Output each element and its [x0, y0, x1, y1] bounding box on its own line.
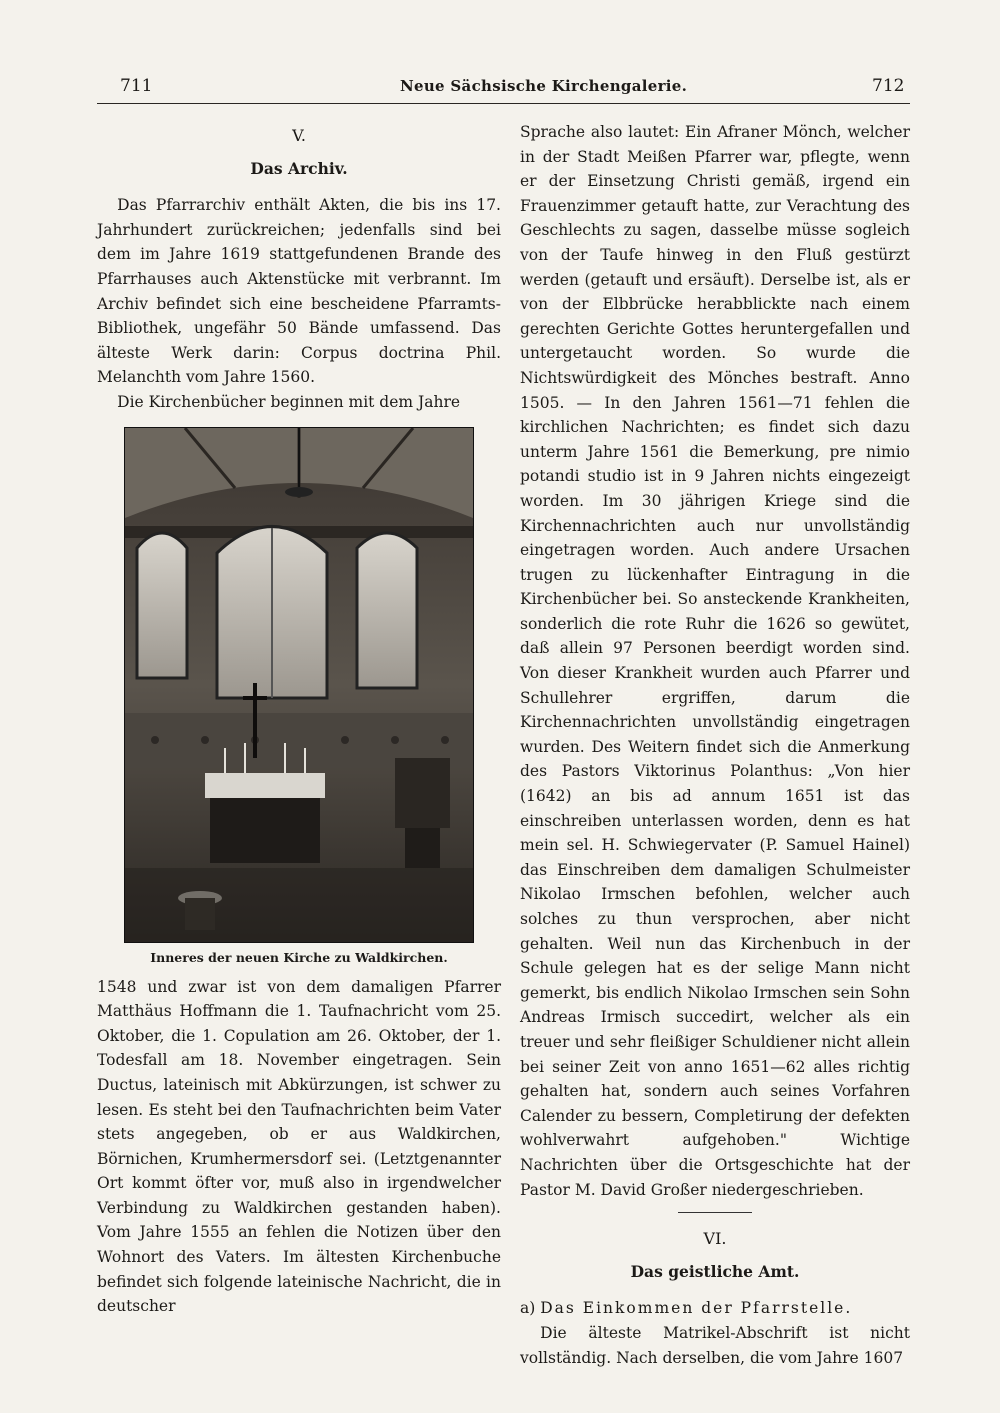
- paragraph-matrikel: Die älteste Matrikel-Abschrift ist nicht vollständig. Nach derselben, die vom Jahre 1607: [520, 1323, 910, 1367]
- paragraph-archiv: Das Pfarrarchiv enthält Akten, die bis ins 17. Jahrhundert zurückreichen; jedenfalls sind bei dem im Jahre 1619 stattgefundenen Brande des Pfarrhauses auch Aktenstücke mit verbrannt. Im Archiv befindet sich eine bescheidene Pfarramts-Bibliothek, ungefähr 50 Bände umfassend. Das älteste Werk darin: Corpus doctrina Phil. Melanchth vom Jahre 1560.: [97, 196, 501, 387]
- header-rule: [97, 103, 910, 104]
- section-number-vi: VI.: [703, 1229, 727, 1249]
- left-column: [97, 120, 501, 1319]
- subsection-title: Das Einkommen der Pfarrstelle.: [540, 1299, 853, 1318]
- section-number-v: V.: [292, 126, 306, 145]
- figure-caption: Inneres der neuen Kirche zu Waldkirchen.: [150, 949, 448, 965]
- subsection-label: a): [520, 1299, 536, 1318]
- page-number-right: 712: [872, 76, 905, 96]
- running-title: Neue Sächsische Kirchengalerie.: [400, 77, 688, 95]
- paragraph-nachricht: Sprache also lautet: Ein Afraner Mönch, welcher in der Stadt Meißen Pfarrer war, pflegte, wenn er der Einsetzung Christi gemäß, irgend ein Frauenzimmer getauft hatte, zur Verachtung des Geschlechts zu sagen, dasselbe müsse sogleich von der Taufe hinweg in den Fluß gestürzt werden (getauft und ersäuft). Derselbe ist, als er von der Elbbrücke herabblickte nach einem gerechten Gerichte Gottes heruntergefallen und untergetaucht worden. So wurde die Nichtswürdigkeit des Mönches bestraft. Anno 1505. — In den Jahren 1561—71 fehlen die kirchlichen Nachrichten; es findet sich dazu unterm Jahre 1561 die Bemerkung, pre nimio potandi studio ist in 9 Jahren nichts eingezeigt worden. Im 30 jährigen Kriege sind die Kirchennachrichten auch nur unvollständig eingetragen worden. Auch andere Ursachen trugen zu lückenhafter Eintragung in die Kirchenbücher bei. So ansteckende Krankheiten, sonderlich die rote Ruhr die 1626 so gewütet, daß allein 97 Personen beerdigt worden sind. Von dieser Krankheit wurden auch Pfarrer und Schullehrer ergriffen, darum die Kirchennachrichten unvollständig eingetragen wurden. Des Weitern findet sich die Anmerkung des Pastors Viktorinus Polanthus: „Von hier (1642) an bis ad annum 1651 ist das einschreiben unterlassen worden, denn es hat mein sel. H. Schwiegervater (P. Samuel Hainel) das Einschreiben dem damaligen Schulmeister Nikolao Irmschen befohlen, welcher auch solches zu thun versprochen, aber nicht gehalten. Weil nun das Kirchenbuch in der Schule gelegen hat es der selige Mann nicht gemerkt, bis endlich Nikolao Irmschen sein Sohn Andreas Irmisch succedirt, welcher als ein treuer und sehr fleißiger Schuldiener nicht allein bei seiner Zeit von anno 1651—62 alles richtig gehalten hat, sondern auch seines Vorfahren Calender zu bessern, Completirung der defekten wohlverwahrt aufgehoben." Wichtige Nachrichten über die Ortsgeschichte hat der Pastor M. David Großer niedergeschrieben.: [520, 123, 910, 1199]
- church-interior-illustration: [124, 427, 474, 943]
- right-column: [520, 120, 910, 1370]
- section-separator: [678, 1212, 752, 1213]
- church-interior-figure: [124, 427, 474, 967]
- paragraph-kirchenbuecher-start: Die Kirchenbücher beginnen mit dem Jahre: [117, 392, 461, 411]
- subsection-heading: [520, 1296, 910, 1321]
- section-title-archiv: Das Archiv.: [250, 158, 348, 178]
- section-title-amt: Das geistliche Amt.: [630, 1261, 800, 1281]
- page-number-left: 711: [120, 76, 153, 96]
- paragraph-kirchenbuecher-cont: 1548 und zwar ist von dem damaligen Pfarrer Matthäus Hoffmann die 1. Taufnachricht vom 25. Oktober, die 1. Copulation am 26. Oktober, der 1. Todesfall am 18. November eingetragen. Sein Ductus, lateinisch mit Abkürzungen, ist schwer zu lesen. Es steht bei den Taufnachrichten beim Vater stets angegeben, ob er aus Waldkirchen, Börnichen, Krumhermersdorf sei. (Letztgenannter Ort kommt öfter vor, muß also in irgendwelcher Verbindung zu Waldkirchen gestanden haben). Vom Jahre 1555 an fehlen die Notizen über den Wohnort des Vaters. Im ältesten Kirchenbuche befindet sich folgende lateinische Nachricht, die in deutscher: [97, 977, 501, 1316]
